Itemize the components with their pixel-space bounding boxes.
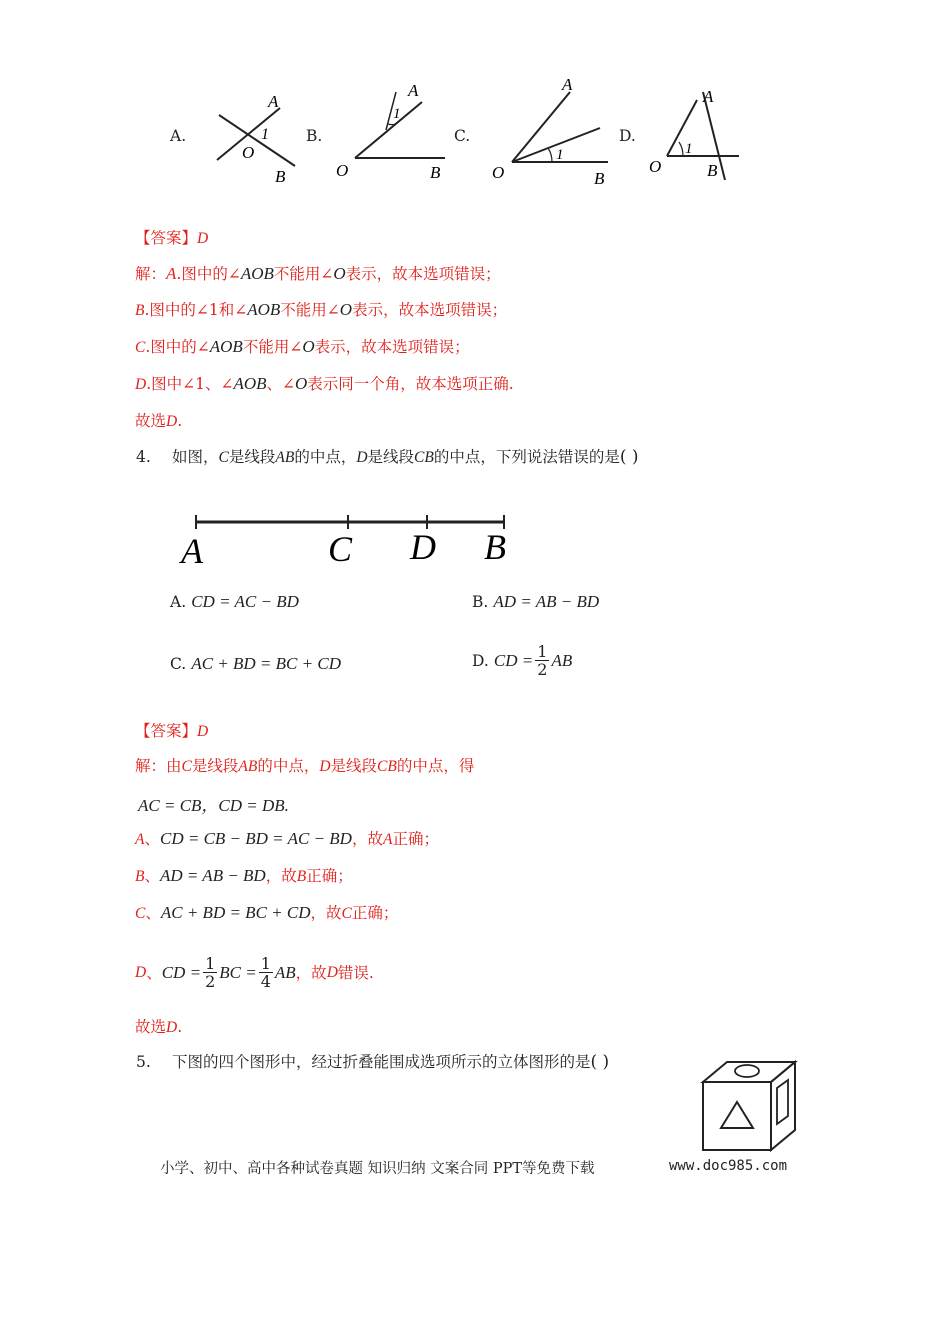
footer-text: 小学、初中、高中各种试卷真题 知识归纳 文案合同 PPT等免费下载: [160, 1161, 595, 1177]
q5-cube-figure: [697, 1058, 802, 1158]
q4-option-b: B. AD = AB − BD: [472, 592, 600, 611]
q3-fig-a-label-a: A: [268, 92, 279, 111]
q3-answer-line-1: 解：A.图中的∠AOB不能用∠O表示，故本选项错误；: [135, 264, 501, 283]
q4-answer-step-b: B、AD = AB − BD，故B正确；: [135, 866, 353, 885]
q4-option-d: D. CD = $\frac{1}{2}$ AB: [472, 642, 573, 679]
q4-fig-label-c: C: [328, 529, 353, 569]
q3-fig-c-label-1: 1: [556, 147, 564, 163]
q4-number: 4.: [136, 448, 151, 466]
q4-answer-step-a: A、CD = CB − BD = AC − BD，故A正确；: [135, 829, 439, 848]
q4-answer-step-d: D 、 CD = $\frac{1}{2}$ BC = $\frac{1}{4}$ AB ，故 D 错误.: [135, 954, 374, 991]
q3-fig-d-label-b: B: [707, 161, 718, 180]
q4-answer-step-1: 解：由C是线段AB的中点，D是线段CB的中点，得: [135, 757, 475, 775]
q3-answer-heading: 【答案】D: [135, 229, 209, 247]
q3-fig-a-label-1: 1: [261, 126, 269, 143]
q4-answer-step-2: AC = CB，CD = DB.: [138, 796, 289, 815]
q3-answer-line-4: D.图中∠1、∠AOB、∠O表示同一个角，故本选项正确.: [135, 374, 514, 393]
q3-fig-c-label-b: B: [594, 169, 605, 188]
q4-fig-label-a: A: [181, 531, 203, 571]
q3-fig-a-label-b: B: [275, 167, 286, 186]
q4-answer-conclusion: 故选D.: [135, 1018, 183, 1036]
q4-segment-figure: [178, 506, 518, 572]
q3-fig-d-label-o: O: [649, 157, 662, 176]
q3-fig-c-label-o: O: [492, 163, 505, 182]
q5-question-text: 下图的四个图形中，经过折叠能围成选项所示的立体图形的是( ): [172, 1052, 610, 1072]
q4-answer-step-c: C、AC + BD = BC + CD，故C正确；: [135, 903, 399, 922]
q5-number: 5.: [136, 1053, 151, 1071]
q3-fig-b-label-a: A: [408, 81, 419, 100]
q3-fig-d-label-1: 1: [685, 141, 693, 157]
q3-option-c-label: C.: [454, 127, 471, 145]
q3-fig-b-label-o: O: [336, 161, 349, 180]
q3-option-d-label: D.: [619, 127, 636, 145]
q4-question-text: 如图，C是线段AB的中点，D是线段CB的中点，下列说法错误的是( ): [172, 447, 639, 467]
q3-fig-b-label-1: 1: [393, 106, 401, 122]
q3-figure-d: [645, 82, 745, 186]
q4-answer-heading: 【答案】D: [135, 722, 209, 740]
q3-fig-c-label-a: A: [562, 75, 573, 94]
q3-figure-a: [205, 88, 305, 188]
q4-option-c: C. AC + BD = BC + CD: [170, 654, 341, 673]
q3-figure-b: [330, 78, 455, 188]
q4-fig-label-d: D: [410, 527, 436, 567]
q3-fig-d-label-a: A: [703, 87, 714, 106]
q3-fig-b-label-b: B: [430, 163, 441, 182]
q4-option-a: A. CD = AC − BD: [170, 592, 299, 611]
q3-answer-conclusion: 故选D.: [135, 412, 183, 430]
q3-answer-line-3: C.图中的∠AOB不能用∠O表示，故本选项错误；: [135, 337, 470, 356]
q4-fig-label-b: B: [484, 527, 506, 567]
q3-fig-a-label-o: O: [242, 143, 255, 162]
footer-url[interactable]: www.doc985.com: [669, 1158, 788, 1174]
q3-option-a-label: A.: [170, 127, 187, 145]
q3-figure-c: [488, 70, 618, 190]
q3-answer-line-2: B.图中的∠1和∠AOB不能用∠O表示，故本选项错误；: [135, 300, 508, 319]
q3-option-b-label: B.: [306, 127, 323, 145]
